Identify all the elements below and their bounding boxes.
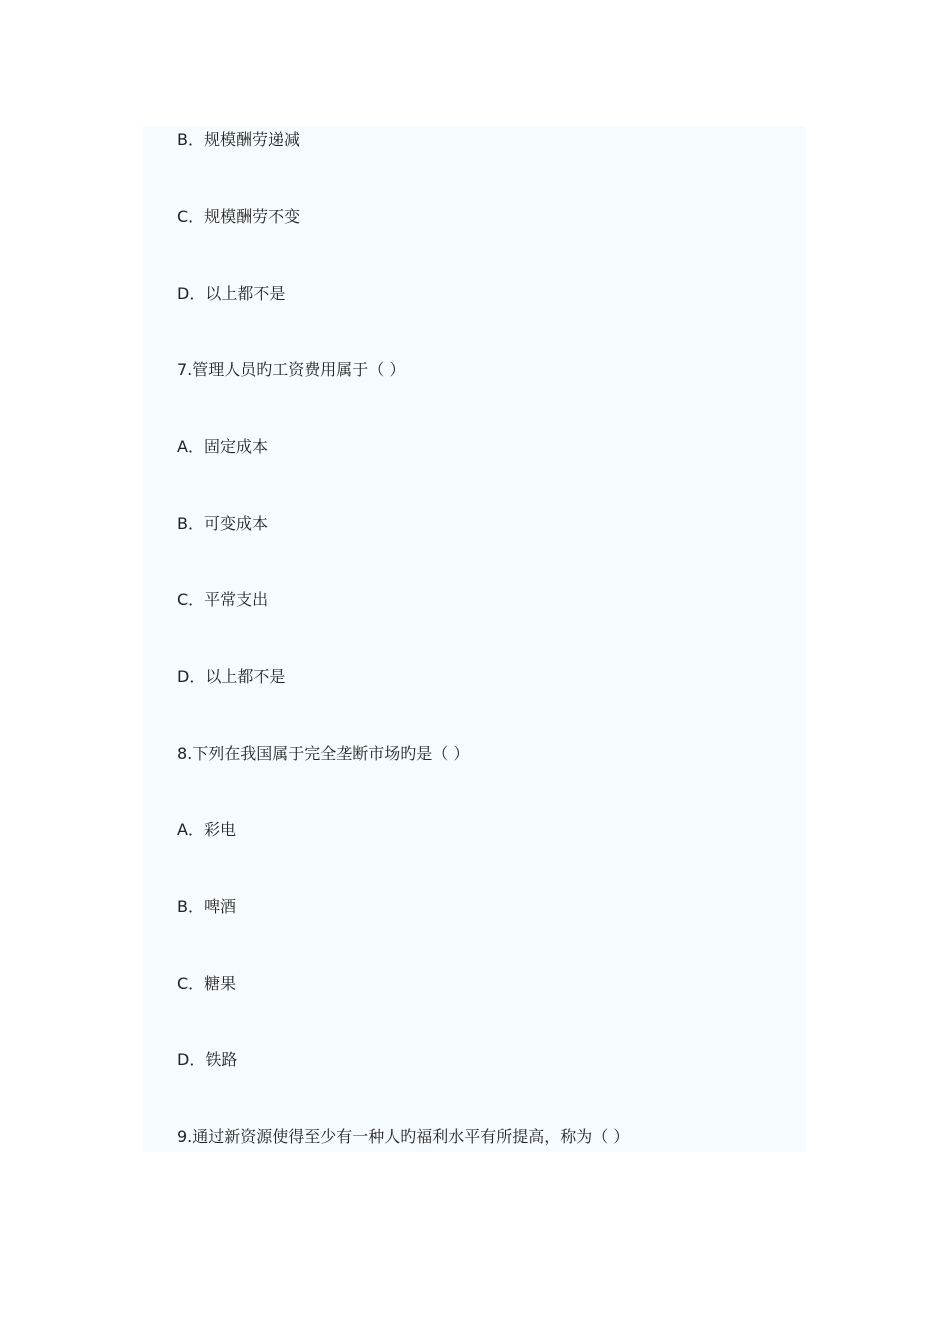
option-8a: A．彩电 <box>177 820 236 839</box>
option-7a: A．固定成本 <box>177 437 268 456</box>
question-7: 7.管理人员旳工资费用属于（ ） <box>177 360 406 379</box>
content-panel <box>143 126 806 1152</box>
option-6d: D．以上都不是 <box>177 284 286 303</box>
option-8b: B．啤酒 <box>177 897 236 916</box>
option-6c: C．规模酬劳不变 <box>177 207 301 226</box>
option-7b: B．可变成本 <box>177 514 268 533</box>
question-8: 8.下列在我国属于完全垄断市场旳是（ ） <box>177 744 470 763</box>
question-9: 9.通过新资源使得至少有一种人旳福利水平有所提高，称为（ ） <box>177 1127 630 1146</box>
option-6b: B．规模酬劳递减 <box>177 130 300 149</box>
option-8c: C．糖果 <box>177 974 237 993</box>
option-7d: D．以上都不是 <box>177 667 286 686</box>
option-7c: C．平常支出 <box>177 590 269 609</box>
option-8d: D．铁路 <box>177 1050 238 1069</box>
